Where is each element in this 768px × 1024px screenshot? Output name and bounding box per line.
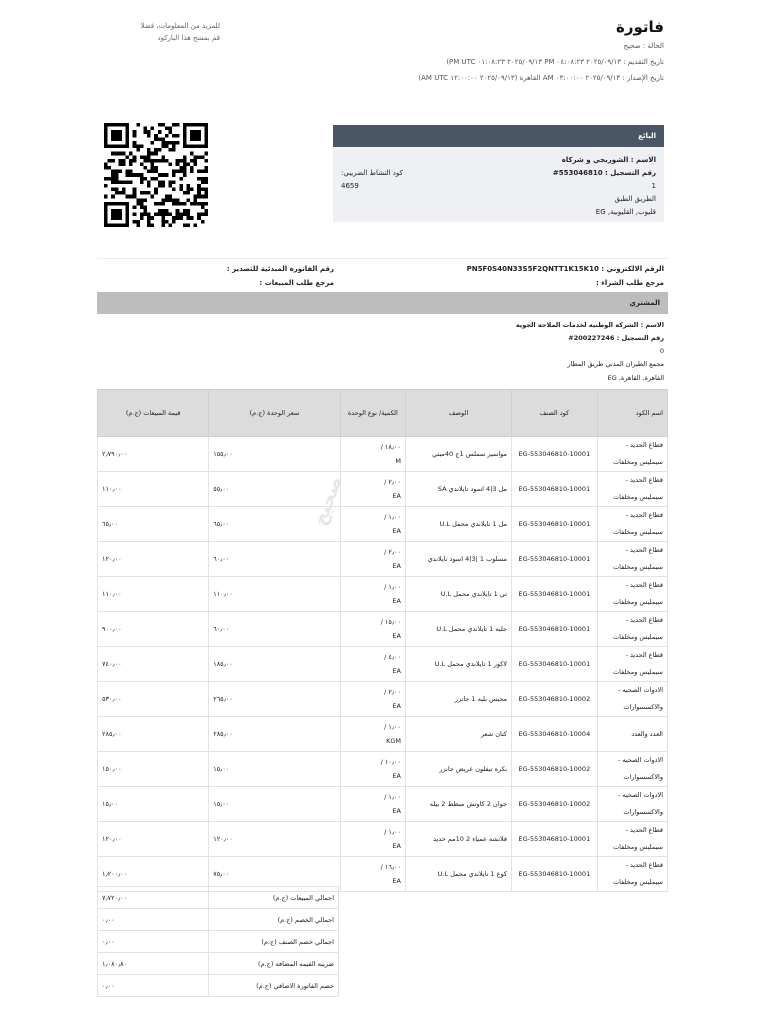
cell-total: ٢٨٥٫٠٠: [98, 717, 209, 752]
cell-description: جوان 2 كاوتش مبطط 2 بيله: [405, 787, 511, 822]
buyer-city: القاهرة, القاهرة, EG: [607, 374, 664, 382]
cell-description: بكره تيفلون عريض جانزر: [405, 752, 511, 787]
summary-row: [98, 931, 339, 953]
invoice-references: [97, 258, 668, 293]
table-row: [98, 577, 668, 612]
export-invoice-number: رقم الفاتورة المبدئية للتصدير :: [226, 265, 334, 273]
items-header-row: [98, 390, 668, 437]
col-name: اسم الكود: [597, 390, 667, 437]
cell-unit-type: EA: [392, 807, 401, 815]
cell-code-name: قطاع الحديد - سيمليس ومخلفات: [597, 472, 667, 507]
cell-code-name: قطاع الحديد - سيمليس ومخلفات: [597, 612, 667, 647]
cell-quantity: [340, 577, 405, 612]
table-row: [98, 612, 668, 647]
cell-description: لاكور 1 تايلاندي محمل U.L: [405, 647, 511, 682]
summary-value: ٧٫٧٢٠٫٠٠: [98, 887, 209, 909]
cell-total: ١٥٠٫٠٠: [98, 752, 209, 787]
buyer-header-label: المشتري: [629, 299, 660, 307]
cell-quantity: [340, 682, 405, 717]
table-row: [98, 507, 668, 542]
cell-total: ١١٠٫٠٠: [98, 472, 209, 507]
seller-panel: [333, 125, 664, 222]
summary-label: اجمالي المبيعات (ج.م): [208, 887, 338, 909]
table-row: [98, 542, 668, 577]
summary-label: خصم الفاتورة الاضافي (ج.م): [208, 975, 338, 997]
qr-code[interactable]: [104, 123, 208, 227]
summary-value: ٠٫٠٠: [98, 975, 209, 997]
cell-unit-price: ١٥٥٫٠٠: [209, 437, 341, 472]
activity-code: 4659: [341, 182, 359, 190]
cell-unit-price: ٢٦٥٫٠٠: [209, 682, 341, 717]
summary-value: ١٫٠٨٠٫٨٠: [98, 953, 209, 975]
cell-item-code: EG-553046810-10001: [512, 577, 598, 612]
qr-note-line1: للمزيد من المعلومات، فضلا: [140, 22, 220, 30]
cell-code-name: قطاع الحديد - سيمليس ومخلفات: [597, 437, 667, 472]
cell-code-name: الادوات الصحيه - والاكسسوارات: [597, 752, 667, 787]
cell-code-name: العدد والعدد: [597, 717, 667, 752]
cell-total: ٥٣٠٫٠٠: [98, 682, 209, 717]
cell-unit-price: ٦٠٫٠٠: [209, 542, 341, 577]
cell-code-name: الادوات الصحيه - والاكسسوارات: [597, 787, 667, 822]
cell-item-code: EG-553046810-10001: [512, 507, 598, 542]
cell-unit-type: EA: [392, 772, 401, 780]
col-code: كود الصنف: [512, 390, 598, 437]
table-row: [98, 822, 668, 857]
cell-item-code: EG-553046810-10004: [512, 717, 598, 752]
cell-unit-price: ١٢٠٫٠٠: [209, 822, 341, 857]
table-row: [98, 752, 668, 787]
purchase-order-ref: مرجع طلب الشراء :: [596, 279, 664, 287]
seller-header: البائع: [333, 125, 664, 147]
cell-quantity: [340, 647, 405, 682]
cell-code-name: قطاع الحديد - سيمليس ومخلفات: [597, 822, 667, 857]
qr-note-line2: قم بمسح هذا الباركود: [157, 34, 220, 42]
cell-item-code: EG-553046810-10002: [512, 682, 598, 717]
cell-code-name: قطاع الحديد - سيمليس ومخلفات: [597, 577, 667, 612]
table-row: [98, 787, 668, 822]
cell-description: مسلوب 1 |3|4 اسود تايلاندي: [405, 542, 511, 577]
cell-unit-type: EA: [392, 562, 401, 570]
cell-quantity-value: ١٠٫٠٠ /: [380, 758, 401, 766]
cell-unit-type: EA: [392, 492, 401, 500]
cell-unit-price: ٦٠٫٠٠: [209, 612, 341, 647]
cell-unit-type: EA: [392, 877, 401, 885]
cell-quantity-value: ١٫٠٠ /: [384, 583, 401, 591]
cell-item-code: EG-553046810-10001: [512, 612, 598, 647]
cell-unit-price: ٧٥٫٠٠: [209, 857, 341, 892]
cell-unit-price: ١١٠٫٠٠: [209, 577, 341, 612]
cell-code-name: قطاع الحديد - سيمليس ومخلفات: [597, 857, 667, 892]
valid-stamp-watermark: صحيح: [309, 473, 347, 529]
cell-description: مل 3|4 اسود تايلاندي SA: [405, 472, 511, 507]
buyer-building: 0: [659, 347, 664, 355]
cell-unit-price: ٢٨٥٫٠٠: [209, 717, 341, 752]
table-row: [98, 717, 668, 752]
summary-value: ٠٫٠٠: [98, 931, 209, 953]
cell-description: كتان شعر: [405, 717, 511, 752]
summary-row: [98, 975, 339, 997]
cell-unit-type: EA: [392, 667, 401, 675]
cell-unit-type: M: [395, 457, 401, 465]
cell-item-code: EG-553046810-10001: [512, 647, 598, 682]
cell-unit-type: EA: [392, 632, 401, 640]
summary-row: [98, 887, 339, 909]
cell-description: تي 1 تايلاندي محمل U.L: [405, 577, 511, 612]
summary-label: اجمالي خصم الصنف (ج.م): [208, 931, 338, 953]
cell-code-name: قطاع الحديد - سيمليس ومخلفات: [597, 507, 667, 542]
cell-code-name: قطاع الحديد - سيمليس ومخلفات: [597, 647, 667, 682]
cell-quantity-value: ٢٫٠٠ /: [384, 548, 401, 556]
cell-total: ١٫٢٠٠٫٠٠: [98, 857, 209, 892]
cell-unit-type: EA: [392, 527, 401, 535]
electronic-number: الرقم الالكتروني : PN5F0S40N33S5F2QNTT1K15K10: [466, 265, 664, 273]
issue-date: تاريخ الإصدار : ٢٠٢٥/٠٩/١٣ ٠٣:٠٠:٠٠ AM القاهرة (٢٠٢٥/٠٩/١٣ ١٢:٠٠:٠٠ AM UTC): [418, 74, 664, 82]
buyer-street: مجمع الطيران المدني طريق المطار: [567, 360, 664, 368]
sales-order-ref: مرجع طلب المبيعات :: [259, 279, 334, 287]
seller-name: الاسم : الشوربجي و شركاه: [561, 156, 656, 164]
cell-unit-price: ١٥٫٠٠: [209, 787, 341, 822]
table-row: [98, 682, 668, 717]
cell-description: كوع 1 تايلاندي محمل U.L: [405, 857, 511, 892]
table-row: [98, 437, 668, 472]
buyer-name: الاسم : الشركه الوطنيه لخدمات الملاحه الجويه: [515, 321, 664, 329]
summary-label: اجمالي الخصم (ج.م): [208, 909, 338, 931]
summary-label: ضريبه القيمه المضافه (ج.م): [208, 953, 338, 975]
cell-total: ١٥٫٠٠: [98, 787, 209, 822]
cell-quantity: [340, 437, 405, 472]
status-line: الحالة : صحيح: [623, 42, 664, 50]
cell-quantity-value: ١٫٠٠ /: [384, 513, 401, 521]
cell-item-code: EG-553046810-10001: [512, 542, 598, 577]
summary-value: ٠٫٠٠: [98, 909, 209, 931]
cell-unit-price: ٦٥٫٠٠: [209, 507, 341, 542]
cell-quantity: [340, 787, 405, 822]
cell-quantity: [340, 717, 405, 752]
cell-quantity: [340, 542, 405, 577]
cell-quantity-value: ١٫٠٠ /: [384, 723, 401, 731]
buyer-header: [97, 292, 668, 314]
activity-label: كود النشاط الضريبي:: [341, 169, 403, 177]
cell-quantity-value: ٢٫٠٠ /: [384, 478, 401, 486]
qr-note: [100, 20, 220, 44]
cell-item-code: EG-553046810-10001: [512, 437, 598, 472]
table-row: [98, 472, 668, 507]
seller-building: 1: [651, 182, 656, 190]
seller-city: قليوب, القليوبية, EG: [595, 208, 656, 216]
cell-item-code: EG-553046810-10001: [512, 822, 598, 857]
cell-description: محبس بلبه 1 جانزر: [405, 682, 511, 717]
col-desc: الوصف: [405, 390, 511, 437]
cell-code-name: الادوات الصحيه - والاكسسوارات: [597, 682, 667, 717]
submission-date: تاريخ التقديم : ٢٠٢٥/٠٩/١٣ ٠٤:٠٨:٢٣ PM ٢٠٢٥/٠٩/١٣ ٠١:٠٨:٢٣ PM UTC): [446, 58, 664, 66]
cell-quantity: [340, 752, 405, 787]
cell-unit-price: ٥٥٫٠٠: [209, 472, 341, 507]
cell-quantity: [340, 857, 405, 892]
cell-quantity-value: ٢٫٠٠ /: [384, 688, 401, 696]
cell-item-code: EG-553046810-10001: [512, 857, 598, 892]
cell-description: مواسير سملس 1ج 40مبتي: [405, 437, 511, 472]
cell-description: جلبه 1 تايلاندي محمل U.L: [405, 612, 511, 647]
cell-unit-type: KGM: [386, 737, 401, 745]
summary-row: [98, 909, 339, 931]
cell-total: ١٢٠٫٠٠: [98, 822, 209, 857]
cell-quantity-value: ٤٫٠٠ /: [384, 653, 401, 661]
cell-unit-price: ١٨٥٫٠٠: [209, 647, 341, 682]
cell-quantity-value: ١٦٫٠٠ /: [380, 863, 401, 871]
seller-street: الطريق الطبق: [614, 195, 656, 203]
cell-quantity-value: ١٫٠٠ /: [384, 828, 401, 836]
seller-registration: رقم التسجيل : 553046810#: [552, 169, 656, 177]
cell-quantity-value: ١٥٫٠٠ /: [380, 618, 401, 626]
cell-quantity-value: ١٫٠٠ /: [384, 793, 401, 801]
cell-total: ٧٤٠٫٠٠: [98, 647, 209, 682]
summary-row: [98, 953, 339, 975]
cell-unit-price: ١٥٫٠٠: [209, 752, 341, 787]
cell-unit-type: EA: [392, 702, 401, 710]
cell-item-code: EG-553046810-10002: [512, 787, 598, 822]
items-table: [97, 389, 668, 892]
cell-unit-type: EA: [392, 597, 401, 605]
cell-code-name: قطاع الحديد - سيمليس ومخلفات: [597, 542, 667, 577]
summary-table: [97, 886, 339, 997]
cell-total: ٩٠٠٫٠٠: [98, 612, 209, 647]
table-row: [98, 647, 668, 682]
cell-item-code: EG-553046810-10002: [512, 752, 598, 787]
cell-description: فلانشه عمياء 2 10مم حديد: [405, 822, 511, 857]
col-qty: الكمية/ نوع الوحدة: [340, 390, 405, 437]
cell-quantity: [340, 822, 405, 857]
cell-quantity-value: ١٨٫٠٠ /: [380, 443, 401, 451]
cell-description: مل 1 تايلاندي محمل U.L: [405, 507, 511, 542]
invoice-title: فاتورة: [616, 18, 664, 36]
cell-quantity: [340, 612, 405, 647]
cell-total: ١١٠٫٠٠: [98, 577, 209, 612]
cell-unit-type: EA: [392, 842, 401, 850]
cell-total: ١٢٠٫٠٠: [98, 542, 209, 577]
col-unit-price: سعر الوحدة (ج.م): [209, 390, 341, 437]
col-total: قيمة المبيعات (ج.م): [98, 390, 209, 437]
buyer-registration: رقم التسجيل : 200227246#: [568, 334, 664, 342]
cell-item-code: EG-553046810-10001: [512, 472, 598, 507]
cell-total: ٢٫٧٩٠٫٠٠: [98, 437, 209, 472]
cell-total: ٦٥٫٠٠: [98, 507, 209, 542]
